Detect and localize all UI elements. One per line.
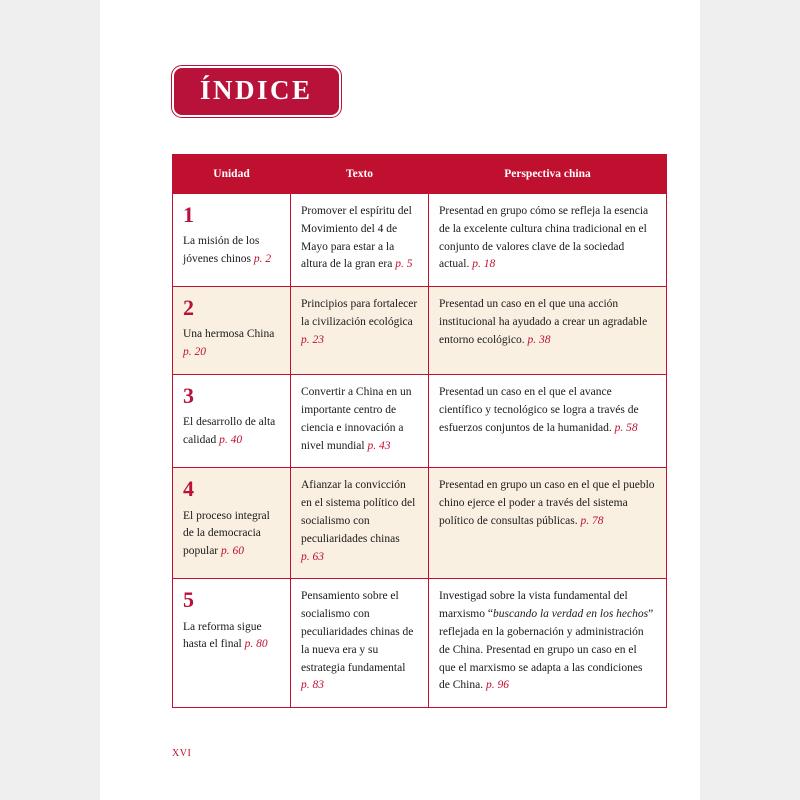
table-body [173,194,667,708]
table-row [173,375,667,468]
texto-title: Afianzar la convicción en el sistema político del socialismo con peculiaridades chinas [301,479,416,545]
texto-page: p. 5 [395,258,413,271]
cell-unidad [173,579,291,708]
unit-page: p. 60 [221,545,245,558]
texto-title: Promover el espíritu del Movimiento del 4 de Mayo para estar a la altura de la gran era [301,205,412,271]
column-header-perspectiva: Perspectiva china [429,155,667,194]
perspectiva-text: Presentad en grupo cómo se refleja la esencia de la excelente cultura china tradicional en el conjunto de valores clave de la sociedad actual. [439,205,649,271]
unit-number: 4 [183,476,194,502]
perspectiva-text: Investigad sobre la vista fundamental del marxismo “ [439,590,628,621]
unit-page: p. 80 [244,638,268,651]
page-folio: XVI [172,748,192,759]
cell-texto [291,287,429,375]
perspectiva-text: Presentad un caso en el que el avance científico y tecnológico se logra a través de esfuerzos conjuntos de la humanidad. [439,386,639,434]
unit-page: p. 20 [183,346,206,359]
column-header-unidad: Unidad [173,155,291,194]
column-header-texto: Texto [291,155,429,194]
cell-texto [291,579,429,708]
cell-perspectiva [429,194,667,287]
texto-page: p. 63 [301,550,324,563]
texto-page: p. 43 [367,439,391,452]
unit-title: La misión de los jóvenes chinos [183,235,260,265]
perspectiva-text: Presentad en grupo un caso en el que el pueblo chino ejerce el poder a través del sistema político de consultas públicas. [439,479,655,527]
perspectiva-page: p. 96 [485,679,509,692]
texto-title: Pensamiento sobre el socialismo con peculiaridades chinas de la nueva era y su estrategia fundamental [301,590,414,674]
texto-title: Principios para fortalecer la civilización ecológica [301,298,418,329]
perspectiva-page: p. 58 [614,421,638,434]
cell-perspectiva [429,579,667,708]
unit-page: p. 2 [253,253,272,265]
unit-title: Una hermosa China [183,328,275,341]
index-table [172,154,667,708]
cell-texto [291,375,429,468]
unit-title: La reforma sigue hasta el final [183,620,262,651]
page-title-container [172,66,341,117]
perspectiva-page: p. 18 [472,258,496,271]
unit-number: 3 [183,383,194,409]
texto-page: p. 23 [301,333,324,346]
cell-unidad [173,194,291,287]
table-header [173,155,667,194]
perspectiva-text: Presentad un caso en el que una acción institucional ha ayudado a crear un agradable entorno ecológico. [439,298,648,346]
cell-perspectiva [429,468,667,579]
perspectiva-emphasis: buscando la verdad en los hechos [492,608,649,621]
cell-unidad [173,375,291,468]
perspectiva-text-cont: ” reflejada en la gobernación y administración de China. Presentad en grupo un caso en el que el marxismo se adapta a las condiciones de China. [439,608,654,692]
perspectiva-page: p. 38 [527,333,551,346]
cell-unidad [173,468,291,579]
table-row [173,579,667,708]
cell-texto [291,468,429,579]
cell-perspectiva [429,287,667,375]
unit-title: El desarrollo de alta calidad [183,416,276,447]
unit-page: p. 40 [219,434,243,447]
unit-number: 1 [183,202,194,227]
table-row [173,287,667,375]
unit-number: 2 [183,295,194,321]
table-header-row [173,155,667,194]
texto-page: p. 83 [301,679,324,692]
cell-unidad [173,287,291,375]
cell-texto [291,194,429,287]
table-row [173,468,667,579]
table-row [173,194,667,287]
unit-title: El proceso integral de la democracia popular [183,509,270,558]
cell-perspectiva [429,375,667,468]
texto-title: Convertir a China en un importante centro de ciencia e innovación a nivel mundial [301,386,412,452]
unit-number: 5 [183,587,194,613]
document-page [100,0,700,800]
page-title: ÍNDICE [172,66,341,117]
perspectiva-page: p. 78 [580,514,604,527]
